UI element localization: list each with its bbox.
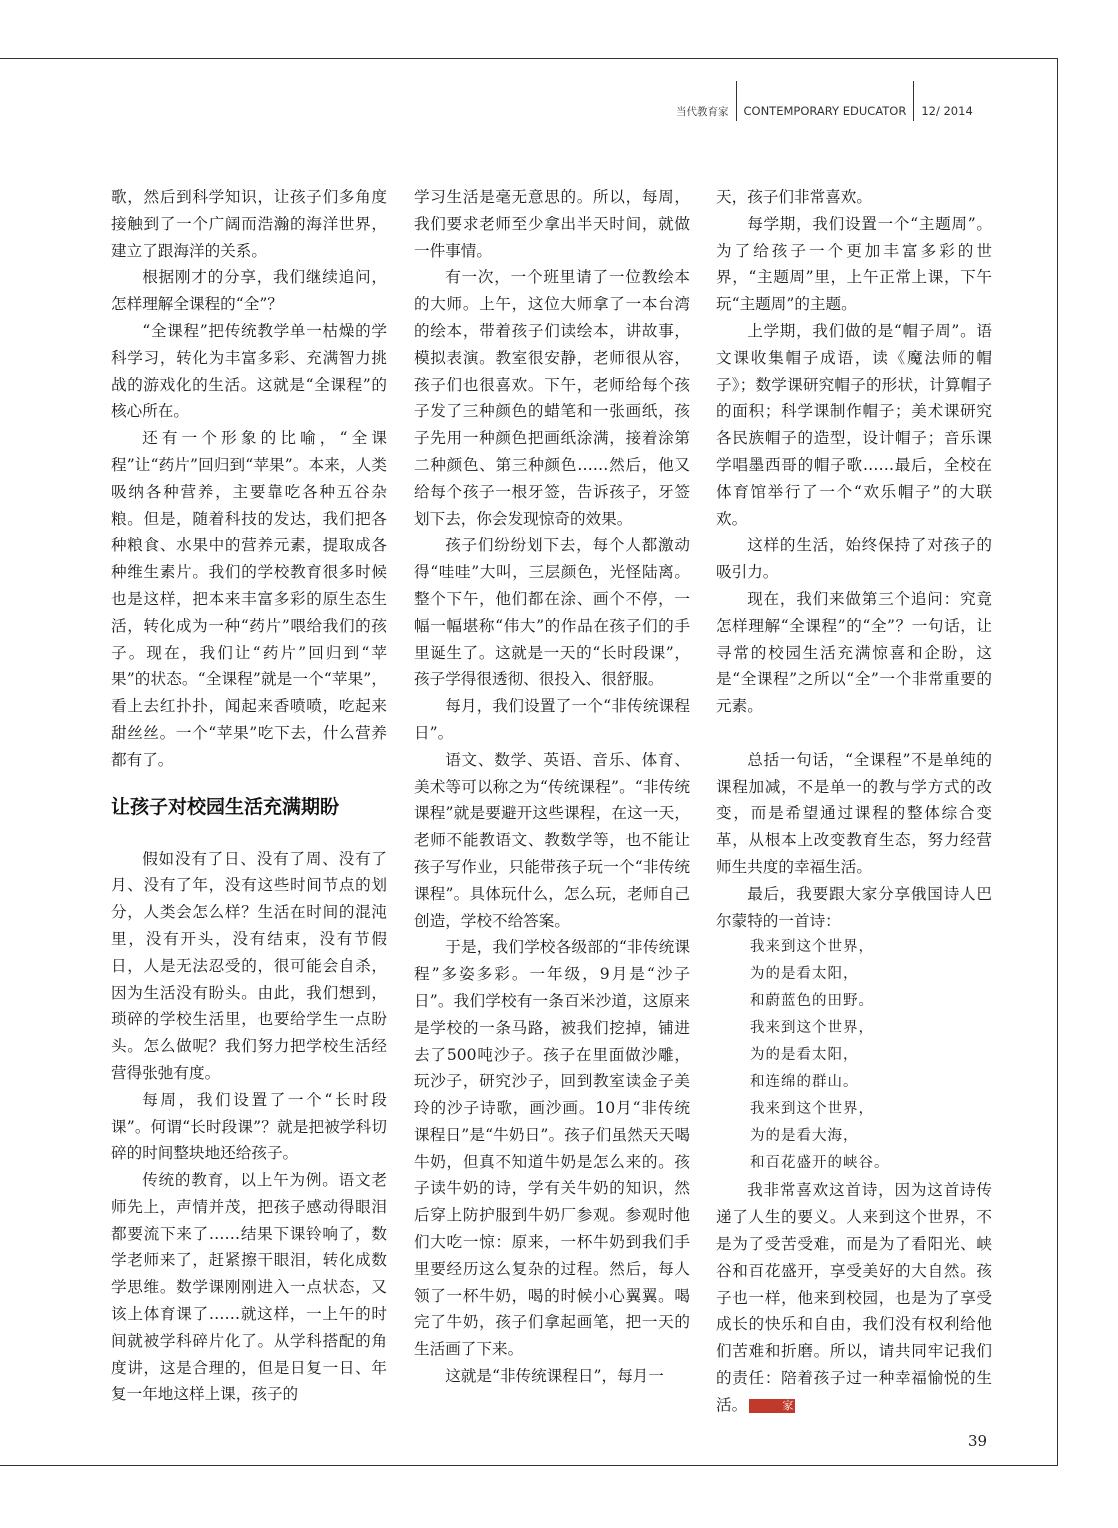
section-heading: 让孩子对校园生活充满期盼 xyxy=(111,795,340,818)
frame-right-rule xyxy=(1057,58,1058,1466)
poem-line: 和百花盛开的峡谷。 xyxy=(750,1155,890,1172)
frame-bottom-rule xyxy=(0,1465,1058,1466)
poem-line: 为的是看大海， xyxy=(750,1128,859,1145)
paragraph: 于是，我们学校各级部的“非传统课程”多姿多彩。一年级，9月是“沙子日”。我们学校有一条百米沙道，这原来是学校的一条马路，被我们挖掉，铺进去了500吨沙子。孩子在里面做沙雕，玩沙子，研究沙子，回到教室读金子美玲的沙子诗歌，画沙画。10月“非传统课程日”是“牛奶日”。孩子们虽然天天喝牛奶，但真不知道牛奶是怎么来的。孩子读牛奶的诗，学有关牛奶的知识，然后穿上防护服到牛奶厂参观。参观时他们大吃一惊：原来，一杯牛奶到我们手里要经历这么复杂的过程。然后，每人领了一杯牛奶，喝的时候小心翼翼。喝完了牛奶，孩子们拿起画笔，把一天的生活画了下来。 xyxy=(414,938,690,1359)
paragraph: 天，孩子们非常喜欢。 xyxy=(716,188,872,206)
magazine-name-cn: 当代教育家 xyxy=(676,105,729,118)
paragraph: 孩子们纷纷划下去，每个人都激动得“哇哇”大叫，三层颜色，光怪陆离。整个下午，他们都在涂、画个不停，一幅一幅堪称“伟大”的作品在孩子们的手里诞生了。这就是一天的“长时段课”，孩子学得很透彻、很投入、很舒服。 xyxy=(414,536,690,689)
poem-line: 为的是看太阳， xyxy=(750,966,859,983)
poem-line: 我来到这个世界， xyxy=(750,1020,874,1037)
paragraph: 每月，我们设置了一个“非传统课程日”。 xyxy=(414,697,690,742)
paragraph: 最后，我要跟大家分享俄国诗人巴尔蒙特的一首诗： xyxy=(716,884,992,930)
paragraph: 歌，然后到科学知识，让孩子们多角度接触到了一个广阔而浩瀚的海洋世界，建立了跟海洋的关系。 xyxy=(111,188,387,260)
header-divider xyxy=(736,81,737,121)
page-number: 39 xyxy=(968,1432,988,1450)
paragraph: 上学期，我们做的是“帽子周”。语文课收集帽子成语，读《魔法师的帽子》；数学课研究帽子的形状，计算帽子的面积；科学课制作帽子；美术课研究各民族帽子的造型，设计帽子；音乐课学唱墨西哥的帽子歌……最后，全校在体育馆举行了一个“欢乐帽子”的大联欢。 xyxy=(716,321,992,528)
poem-line: 和蔚蓝色的田野。 xyxy=(750,993,874,1010)
text-column-1 xyxy=(111,184,387,1408)
poem-line: 我来到这个世界， xyxy=(750,939,874,956)
paragraph: 学习生活是毫无意思的。所以，每周，我们要求老师至少拿出半天时间，就做一件事情。 xyxy=(414,188,690,260)
paragraph: 假如没有了日、没有了周、没有了月、没有了年，没有这些时间节点的划分，人类会怎么样？生活在时间的混沌里，没有开头，没有结束，没有节假日，人是无法忍受的，很可能会自杀，因为生活没有盼头。由此，我们想到，琐碎的学校生活里，也要给学生一点盼头。怎么做呢？我们努力把学校生活经营得张弛有度。 xyxy=(111,849,387,1082)
section-break xyxy=(716,720,992,747)
text-column-2 xyxy=(414,184,690,1390)
closing-paragraph-text: 我非常喜欢这首诗，因为这首诗传递了人生的要义。人来到这个世界，不是为了受苦受难，而是为了看阳光、峡谷和百花盛开，享受美好的大自然。孩子也一样，他来到校园，也是为了享受成长的快乐和自由，我们没有权利给他们苦难和折磨。所以，请共同牢记我们的责任：陪着孩子过一种幸福愉悦的生活。 xyxy=(716,1181,992,1414)
paragraph: 还有一个形象的比喻，“全课程”让“药片”回归到“苹果”。本来，人类吸纳各种营养，主要靠吃各种五谷杂粮。但是，随着科技的发达，我们把各种粮食、水果中的营养元素，提取成各种维生素片。我们的学校教育很多时候也是这样，把本来丰富多彩的原生态生活，转化成为一种“药片”喂给我们的孩子。现在，我们让“药片”回归到“苹果”的状态。“全课程”就是一个“苹果”，看上去红扑扑，闻起来香喷喷，吃起来甜丝丝。一个“苹果”吃下去，什么营养都有了。 xyxy=(111,429,387,769)
magazine-name-en: CONTEMPORARY EDUCATOR xyxy=(743,104,907,118)
issue-number: 12/ 2014 xyxy=(921,104,973,118)
poem xyxy=(716,934,992,1177)
paragraph: 现在，我们来做第三个追问：究竟怎样理解“全课程”的“全”？一句话，让寻常的校园生活充满惊喜和企盼，这是“全课程”之所以“全”一个非常重要的元素。 xyxy=(716,589,992,716)
paragraph: 这就是“非传统课程日”，每月一 xyxy=(445,1367,664,1386)
paragraph: “全课程”把传统教学单一枯燥的学科学习，转化为丰富多彩、充满智力挑战的游戏化的生活。这就是“全课程”的核心所在。 xyxy=(111,321,387,421)
paragraph: 传统的教育，以上午为例。语文老师先上，声情并茂，把孩子感动得眼泪都要流下来了……结果下课铃响了，数学老师来了，赶紧擦干眼泪，转化成数学思维。数学课刚刚进入一点状态，又该上体育课了……就这样，一上午的时间就被学科碎片化了。从学科搭配的角度讲，这是合理的，但是日复一日、年复一年地这样上课，孩子的 xyxy=(111,1171,387,1404)
paragraph xyxy=(716,1177,992,1418)
paragraph: 根据刚才的分享，我们继续追问，怎样理解全课程的“全”？ xyxy=(111,268,387,314)
poem-line: 我来到这个世界， xyxy=(750,1101,874,1118)
text-column-3 xyxy=(716,184,992,1418)
paragraph: 每周，我们设置了一个“长时段课”。何谓“长时段课”？就是把被学科切碎的时间整块地还给孩子。 xyxy=(111,1090,387,1163)
paragraph: 这样的生活，始终保持了对孩子的吸引力。 xyxy=(716,536,992,582)
end-mark-icon: 家 xyxy=(749,1399,795,1413)
header-divider xyxy=(913,81,914,121)
paragraph: 语文、数学、英语、音乐、体育、美术等可以称之为“传统课程”。“非传统课程”就是要避开这些课程，在这一天，老师不能教语文、教数学等，也不能让孩子写作业，只能带孩子玩一个“非传统课程”。具体玩什么，怎么玩，老师自己创造，学校不给答案。 xyxy=(414,750,690,930)
paragraph: 有一次，一个班里请了一位教绘本的大师。上午，这位大师拿了一本台湾的绘本，带着孩子们读绘本，讲故事，模拟表演。教室很安静，老师很从容，孩子们也很喜欢。下午，老师给每个孩子发了三种颜色的蜡笔和一张画纸，孩子先用一种颜色把画纸涂满，接着涂第二种颜色、第三种颜色……然后，他又给每个孩子一根牙签，告诉孩子，牙签划下去，你会发现惊奇的效果。 xyxy=(414,268,690,528)
running-header xyxy=(676,91,973,131)
poem-line: 为的是看太阳， xyxy=(750,1047,859,1064)
frame-top-rule xyxy=(0,58,1058,59)
paragraph: 总括一句话，“全课程”不是单纯的课程加减，不是单一的教与学方式的改变，而是希望通过课程的整体综合变革，从根本上改变教育生态，努力经营师生共度的幸福生活。 xyxy=(716,750,992,876)
poem-line: 和连绵的群山。 xyxy=(750,1074,859,1091)
paragraph: 每学期，我们设置一个“主题周”。为了给孩子一个更加丰富多彩的世界，“主题周”里，上午正常上课，下午玩“主题周”的主题。 xyxy=(716,214,992,314)
